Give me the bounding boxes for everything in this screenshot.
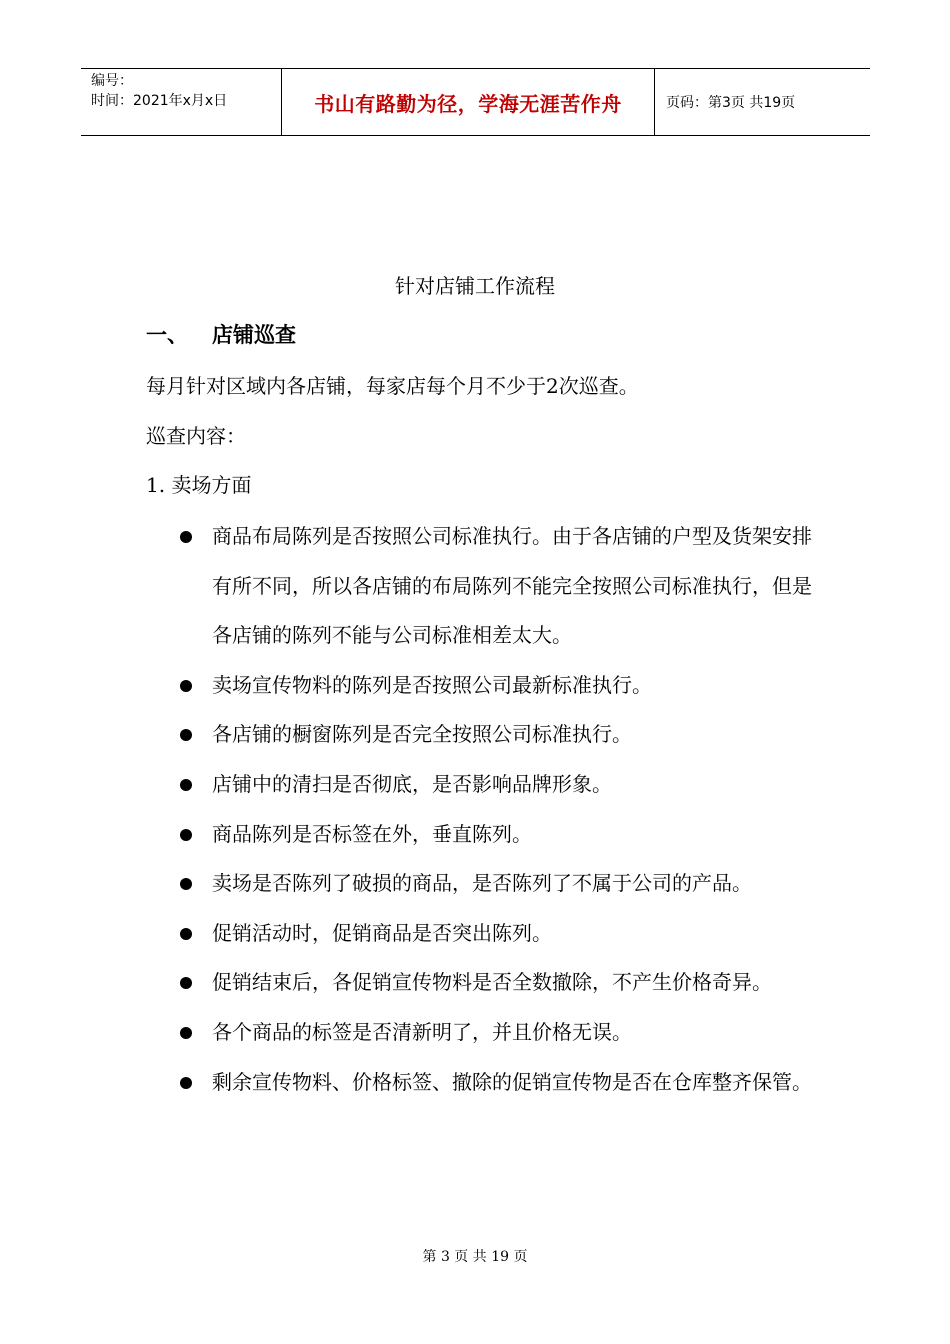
header-page-info: 页码：第3页 共19页 (666, 95, 796, 111)
bullet-item (175, 760, 815, 810)
bullet-item (175, 859, 815, 909)
bullet-dot-icon (180, 928, 192, 940)
bullet-text: 促销活动时，促销商品是否突出陈列。 (212, 920, 552, 945)
bullet-item (175, 909, 815, 959)
header-meta (81, 69, 282, 135)
bullet-item (175, 661, 815, 711)
bullet-text: 卖场是否陈列了破损的商品，是否陈列了不属于公司的产品。 (212, 871, 752, 896)
bullet-dot-icon (180, 829, 192, 841)
bullet-item (175, 1058, 815, 1108)
bullet-dot-icon (180, 977, 192, 989)
intro-paragraph: 每月针对区域内各店铺，每家店每个月不少于2次巡查。 (146, 374, 639, 398)
bullet-text: 各店铺的橱窗陈列是否完全按照公司标准执行。 (212, 722, 632, 747)
bullet-item (175, 810, 815, 860)
bullet-dot-icon (180, 779, 192, 791)
section-title: 店铺巡查 (212, 323, 296, 347)
subsection-heading: 1. 卖场方面 (146, 473, 252, 497)
bullet-text: 剩余宣传物料、价格标签、撤除的促销宣传物是否在仓库整齐保管。 (212, 1069, 812, 1094)
time-label: 时间：2021年x月x日 (91, 93, 228, 109)
inspection-bullet-list (175, 512, 815, 1107)
page-header (81, 68, 870, 136)
bullet-text: 卖场宣传物料的陈列是否按照公司最新标准执行。 (212, 672, 652, 697)
bullet-item (175, 512, 815, 661)
document-title: 针对店铺工作流程 (395, 274, 555, 298)
header-motto-cell (282, 69, 655, 135)
bullet-item (175, 710, 815, 760)
bullet-dot-icon (180, 1027, 192, 1039)
header-motto: 书山有路勤为径，学海无涯苦作舟 (314, 91, 622, 116)
bullet-text: 商品陈列是否标签在外，垂直陈列。 (212, 821, 532, 846)
bullet-dot-icon (180, 531, 192, 543)
number-label: 编号： (91, 73, 133, 89)
section-heading (146, 319, 296, 349)
bullet-dot-icon (180, 878, 192, 890)
bullet-dot-icon (180, 680, 192, 692)
page-footer: 第 3 页 共 19 页 (422, 1249, 528, 1265)
bullet-text: 各个商品的标签是否清新明了，并且价格无误。 (212, 1019, 632, 1044)
bullet-dot-icon (180, 729, 192, 741)
content-label: 巡查内容： (146, 424, 246, 448)
bullet-text: 促销结束后，各促销宣传物料是否全数撤除，不产生价格奇异。 (212, 970, 772, 995)
bullet-dot-icon (180, 1077, 192, 1089)
bullet-text: 店铺中的清扫是否彻底，是否影响品牌形象。 (212, 771, 612, 796)
bullet-text: 商品布局陈列是否按照公司标准执行。由于各店铺的户型及货架安排有所不同，所以各店铺的布局陈列不能完全按照公司标准执行，但是各店铺的陈列不能与公司标准相差太大。 (212, 524, 812, 648)
bullet-item (175, 958, 815, 1008)
bullet-item (175, 1008, 815, 1058)
section-number: 一、 (146, 323, 188, 347)
